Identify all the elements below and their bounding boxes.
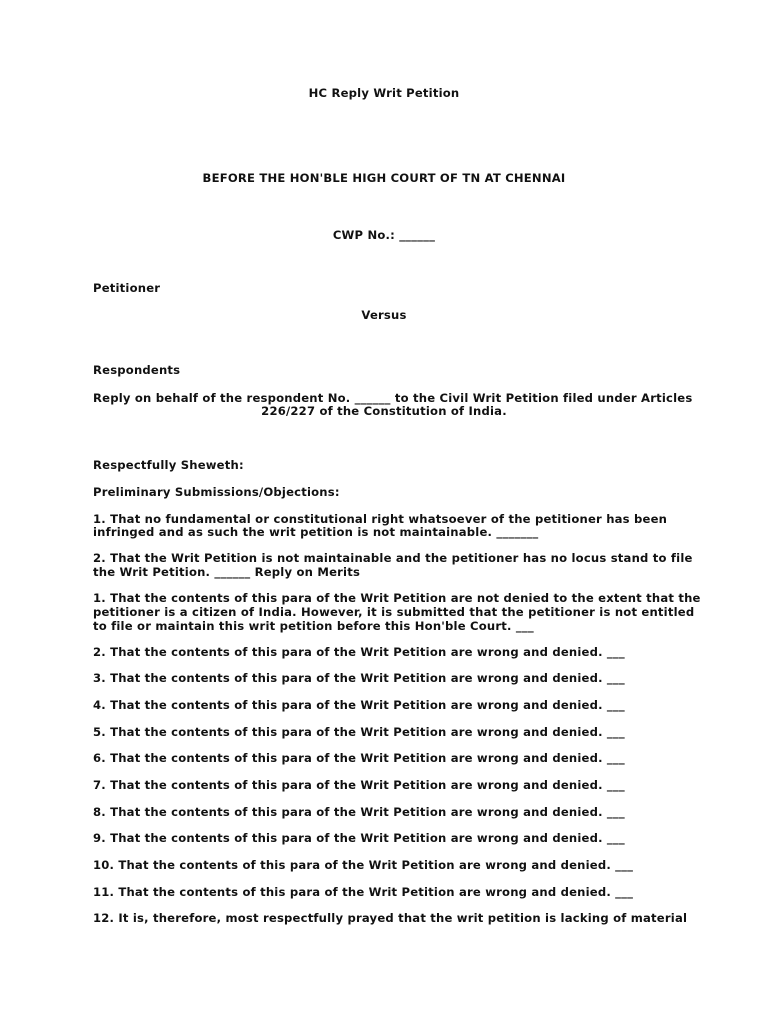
merits-para-8: 8. That the contents of this para of the Writ Petition are wrong and denied. ___: [93, 805, 625, 819]
reply-intro-line-2: 226/227 of the Constitution of India.: [261, 404, 507, 418]
petitioner-label: Petitioner: [93, 281, 161, 295]
prelim-1-line-2: infringed and as such the writ petition is not maintainable. _______: [93, 525, 539, 539]
prelim-1-line-1: 1. That no fundamental or constitutional right whatsoever of the petitioner has been: [93, 512, 668, 526]
respondents-label: Respondents: [93, 363, 181, 377]
merits-para-7: 7. That the contents of this para of the Writ Petition are wrong and denied. ___: [93, 778, 625, 792]
versus-label: Versus: [361, 308, 407, 322]
merits-1-line-3: to file or maintain this writ petition before this Hon'ble Court. ___: [93, 619, 534, 633]
merits-para-2: 2. That the contents of this para of the Writ Petition are wrong and denied. ___: [93, 645, 625, 659]
merits-para-6: 6. That the contents of this para of the Writ Petition are wrong and denied. ___: [93, 751, 625, 765]
merits-para-5: 5. That the contents of this para of the Writ Petition are wrong and denied. ___: [93, 725, 625, 739]
merits-para-4: 4. That the contents of this para of the Writ Petition are wrong and denied. ___: [93, 698, 625, 712]
preliminary-heading: Preliminary Submissions/Objections:: [93, 485, 340, 499]
court-heading: BEFORE THE HON'BLE HIGH COURT OF TN AT CHENNAI: [202, 171, 566, 185]
cwp-number: CWP No.: ______: [332, 228, 436, 242]
reply-intro-line-1: Reply on behalf of the respondent No. ______ to the Civil Writ Petition filed under Articles: [93, 391, 693, 405]
merits-para-9: 9. That the contents of this para of the Writ Petition are wrong and denied. ___: [93, 831, 625, 845]
merits-para-10: 10. That the contents of this para of the Writ Petition are wrong and denied. ___: [93, 858, 634, 872]
sheweth-label: Respectfully Sheweth:: [93, 458, 244, 472]
prelim-2-line-1: 2. That the Writ Petition is not maintainable and the petitioner has no locus stand to file: [93, 551, 693, 565]
merits-1-line-2: petitioner is a citizen of India. However, it is submitted that the petitioner is not entitled: [93, 605, 695, 619]
merits-para-11: 11. That the contents of this para of the Writ Petition are wrong and denied. ___: [93, 885, 634, 899]
document-title: HC Reply Writ Petition: [308, 86, 460, 100]
merits-para-3: 3. That the contents of this para of the Writ Petition are wrong and denied. ___: [93, 671, 625, 685]
merits-para-12: 12. It is, therefore, most respectfully prayed that the writ petition is lacking of material: [93, 911, 688, 925]
prelim-2-line-2: the Writ Petition. ______ Reply on Merits: [93, 565, 361, 579]
merits-1-line-1: 1. That the contents of this para of the Writ Petition are not denied to the extent that the: [93, 591, 701, 605]
